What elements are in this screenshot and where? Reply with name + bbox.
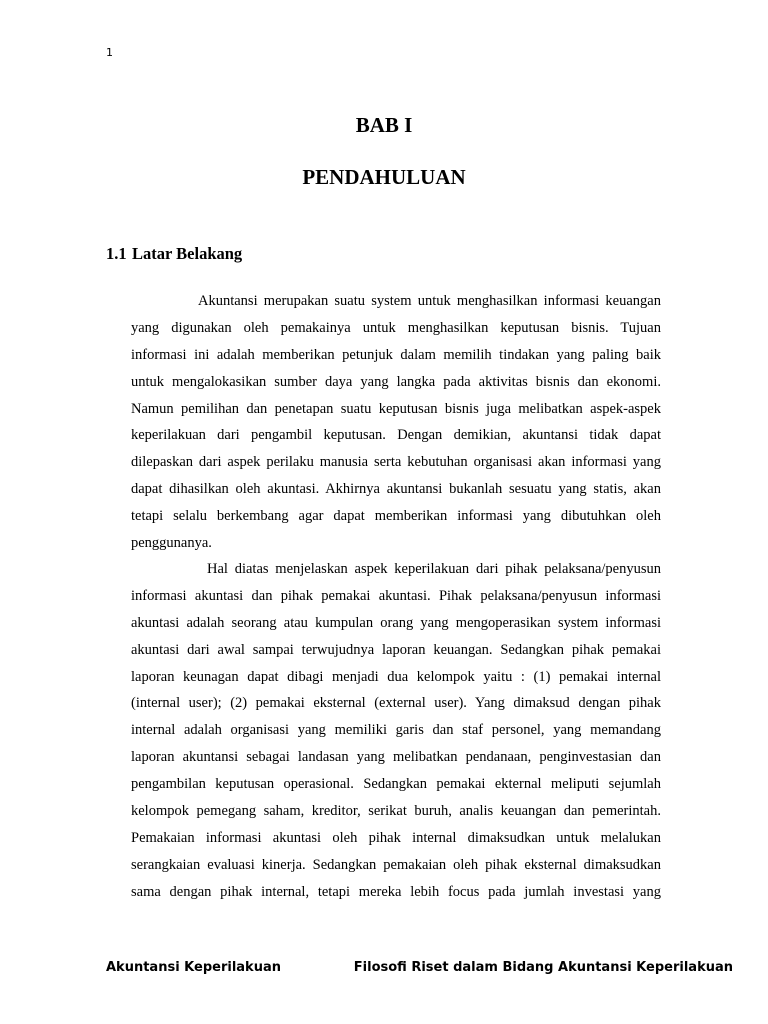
chapter-title: PENDAHULUAN [302,165,466,189]
section-title: Latar Belakang [132,244,243,263]
paragraph-line: Akuntansi merupakan suatu system untuk menghasilkan informasi keuangan [198,293,661,309]
paragraph-1 [131,288,661,557]
paragraph-line: akuntasi dari awal sampai terwujudnya laporan keuangan. Sedangkan pihak pemakai [131,641,661,658]
paragraph-line: Hal diatas menjelaskan aspek keperilakuan dari pihak pelaksana/penyusun [207,561,661,577]
footer-right: Filosofi Riset dalam Bidang Akuntansi Keperilakuan [353,960,733,975]
paragraph-line: yang digunakan oleh pemakainya untuk menghasilkan keputusan bisnis. Tujuan [131,319,661,336]
footer-left: Akuntansi Keperilakuan [106,960,281,975]
paragraph-line: dapat dihasilkan oleh akuntasi. Akhirnya akuntansi bukanlah sesuatu yang statis, akan [131,481,661,498]
paragraph-line: (internal user); (2) pemakai eksternal (external user). Yang dimaksud dengan pihak [131,695,661,712]
paragraph-2 [131,556,661,906]
paragraph-line: kelompok pemegang saham, kreditor, serikat buruh, analis keuangan dan pemerintah. [131,803,661,820]
section-heading [106,244,242,264]
paragraph-line: penggunanya. [131,535,212,552]
section-number: 1.1 [106,244,127,263]
paragraph-line: sama dengan pihak internal, tetapi mereka lebih focus pada jumlah investasi yang [131,883,661,900]
paragraph-line: pengambilan keputusan operasional. Sedangkan pemakai ekternal meliputi sejumlah [131,776,661,793]
paragraph-line: serangkaian evaluasi kinerja. Sedangkan pemakaian oleh pihak eksternal dimaksudkan [131,856,661,873]
paragraph-line: dilepaskan dari aspek perilaku manusia serta kebutuhan organisasi akan informasi yang [131,454,661,471]
paragraph-line: internal adalah organisasi yang memiliki garis dan staf personel, yang memandang [131,722,661,739]
paragraph-line: informasi akuntasi dan pihak pemakai akuntasi. Pihak pelaksana/penyusun informasi [131,587,661,604]
paragraph-line: untuk mengalokasikan sumber daya yang langka pada aktivitas bisnis dan ekonomi. [131,373,661,390]
chapter-label: BAB I [355,113,413,137]
paragraph-line: keperilakuan dari pengambil keputusan. Dengan demikian, akuntansi tidak dapat [131,427,661,444]
page-number: 1 [106,46,113,59]
paragraph-line: laporan akuntansi sebagai landasan yang melibatkan pendanaan, penginvestasian dan [131,749,661,766]
paragraph-line: informasi ini adalah memberikan petunjuk dalam memilih tindakan yang paling baik [131,346,661,363]
paragraph-line: Namun pemilihan dan penetapan suatu keputusan bisnis juga melibatkan aspek-aspek [131,400,661,417]
paragraph-line: tetapi selalu berkembang agar dapat memberikan informasi yang dibutuhkan oleh [131,508,661,525]
paragraph-line: Pemakaian informasi akuntasi oleh pihak internal dimaksudkan untuk melalukan [131,829,661,846]
paragraph-line: laporan keunagan dapat dibagi menjadi dua kelompok yaitu : (1) pemakai internal [131,668,661,685]
paragraph-line: akuntasi adalah seorang atau kumpulan orang yang mengoperasikan system informasi [131,614,661,631]
